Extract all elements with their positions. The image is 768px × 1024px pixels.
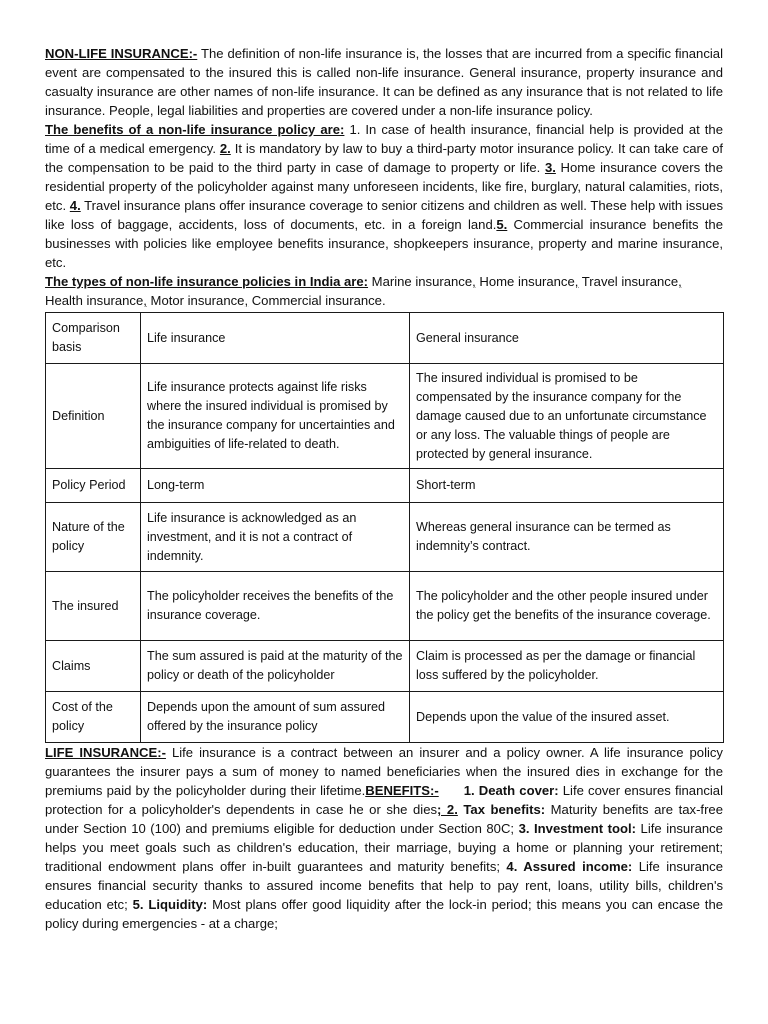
- benefit-2-number: 2.: [219, 141, 231, 156]
- types-separator: ,: [143, 293, 147, 308]
- type-commercial: Commercial insurance.: [248, 293, 386, 308]
- life-benefit-4-heading: 4. Assured income:: [506, 859, 633, 874]
- life-benefit-1-heading: 1. Death cover:: [463, 783, 559, 798]
- types-separator: ,: [574, 274, 579, 289]
- table-row: [46, 641, 724, 692]
- life-benefit-3-heading: 3. Investment tool:: [518, 821, 637, 836]
- nonlife-section: [45, 44, 723, 120]
- benefit-5-number: 5.: [496, 217, 508, 232]
- life-benefit-2-text: Maturity benefits are tax-free under Section 10 (100) and premiums eligible for deduction under Section 80C;: [45, 802, 723, 836]
- type-health: Health insurance: [45, 293, 144, 308]
- life-benefit-2-heading: Tax benefits:: [457, 802, 546, 817]
- life-benefit-5-text: Most plans offer good liquidity after the lock-in period; this means you can encase the policy during emergencies - at a charge;: [45, 897, 724, 931]
- table-cell: Life insurance: [141, 313, 410, 364]
- table-cell: Life insurance protects against life risks where the insured individual is promised by the insurance company for uncertainties and ambiguities of life-related to death.: [141, 364, 410, 469]
- table-cell: Whereas general insurance can be termed as indemnity’s contract.: [410, 503, 724, 572]
- table-cell: Comparison basis: [46, 313, 141, 364]
- table-cell: Nature of the policy: [46, 503, 141, 572]
- table-cell: The insured: [46, 572, 141, 641]
- benefit-4-number: 4.: [69, 198, 81, 213]
- type-marine: Marine insurance: [368, 274, 473, 289]
- table-cell: Claims: [46, 641, 141, 692]
- table-cell: Long-term: [141, 469, 410, 503]
- table-row: [46, 313, 724, 364]
- benefit-4: Travel insurance plans offer insurance coverage to senior citizens and children as well. These help with issues like loss of baggage, accidents, loss of documents, etc. in a foreign land.: [45, 198, 723, 232]
- life-benefit-4-text: Life insurance ensures financial security thanks to assured income benefits that help to pay rent, loans, utility bills, children's education etc;: [45, 859, 723, 912]
- nonlife-heading: NON-LIFE INSURANCE:-: [45, 46, 198, 61]
- table-cell: Life insurance is acknowledged as an investment, and it is not a contract of indemnity.: [141, 503, 410, 572]
- life-benefit-3-text: Life insurance helps you meet goals such as children's education, their marriage, buying a home or planning your retirement; traditional endowment plans offer in-built guarantees and maturity benefits;: [45, 821, 723, 874]
- life-section: [45, 743, 723, 933]
- table-row: [46, 692, 724, 743]
- table-cell: General insurance: [410, 313, 724, 364]
- nonlife-text: The definition of non-life insurance is, the losses that are incurred from a specific financial event are compensated to the insured this is called non-life insurance. General insurance, property insurance and casualty insurance are other names of non-life insurance. It can be defined as any insurance that is not related to life insurance. People, legal liabilities and properties are covered under a non-life insurance policy.: [45, 46, 723, 118]
- types-separator: ,: [244, 293, 249, 308]
- benefits-section: [45, 120, 723, 272]
- types-heading: The types of non-life insurance policies in India are:: [45, 274, 369, 289]
- life-benefits-heading: BENEFITS:-: [365, 783, 439, 798]
- table-row: [46, 364, 724, 469]
- table-cell: Cost of the policy: [46, 692, 141, 743]
- table-cell: Claim is processed as per the damage or financial loss suffered by the policyholder.: [410, 641, 724, 692]
- types-separator: ,: [472, 274, 476, 289]
- table-cell: The sum assured is paid at the maturity of the policy or death of the policyholder: [141, 641, 410, 692]
- table-cell: Policy Period: [46, 469, 141, 503]
- table-row: [46, 572, 724, 641]
- benefit-3-number: 3.: [544, 160, 556, 175]
- life-heading: LIFE INSURANCE:-: [45, 745, 166, 760]
- type-travel: Travel insurance: [578, 274, 679, 289]
- table-cell: Depends upon the amount of sum assured offered by the insurance policy: [141, 692, 410, 743]
- benefits-heading: The benefits of a non-life insurance policy are:: [45, 122, 345, 137]
- table-cell: Depends upon the value of the insured asset.: [410, 692, 724, 743]
- table-cell: The policyholder and the other people insured under the policy get the benefits of the insurance coverage.: [410, 572, 724, 641]
- life-intro: Life insurance is a contract between an insurer and a policy owner. A life insurance policy guarantees the insurer pays a sum of money to named beneficiaries when the insured dies in exchange for the premiums paid by the policyholder during their lifetime.: [45, 745, 723, 798]
- benefit-2: It is mandatory by law to buy a third-party motor insurance policy. It can take care of the compensation to be paid to the third party in case of damage to property or life.: [45, 141, 723, 175]
- table-row: [46, 469, 724, 503]
- life-benefit-5-heading: 5. Liquidity:: [132, 897, 208, 912]
- type-motor: Motor insurance: [146, 293, 245, 308]
- life-benefit-2-separator: ; 2.: [437, 802, 458, 817]
- life-benefit-1-text: Life cover ensures financial protection for a policyholder's dependents in case he or she dies: [45, 783, 724, 817]
- table-cell: Definition: [46, 364, 141, 469]
- table-row: [46, 503, 724, 572]
- table-cell: The policyholder receives the benefits of the insurance coverage.: [141, 572, 410, 641]
- table-cell: Short-term: [410, 469, 724, 503]
- types-separator: ,: [678, 274, 682, 289]
- type-home: Home insurance: [475, 274, 575, 289]
- benefit-3: Home insurance covers the residential property of the policyholder against many unforeseen incidents, like fire, burglary, natural calamities, riots, etc.: [45, 160, 723, 213]
- comparison-table: [45, 312, 724, 743]
- benefit-5: Commercial insurance benefits the businesses with policies like employee benefits insurance, shopkeepers insurance, property and marine insurance, etc.: [45, 217, 723, 270]
- benefit-1: 1. In case of health insurance, financial help is provided at the time of a medical emergency.: [45, 122, 724, 156]
- table-cell: The insured individual is promised to be compensated by the insurance company for the damage caused due to an unfortunate circumstance or any loss. The valuable things of people are protected by general insurance.: [410, 364, 724, 469]
- types-section: [45, 272, 723, 310]
